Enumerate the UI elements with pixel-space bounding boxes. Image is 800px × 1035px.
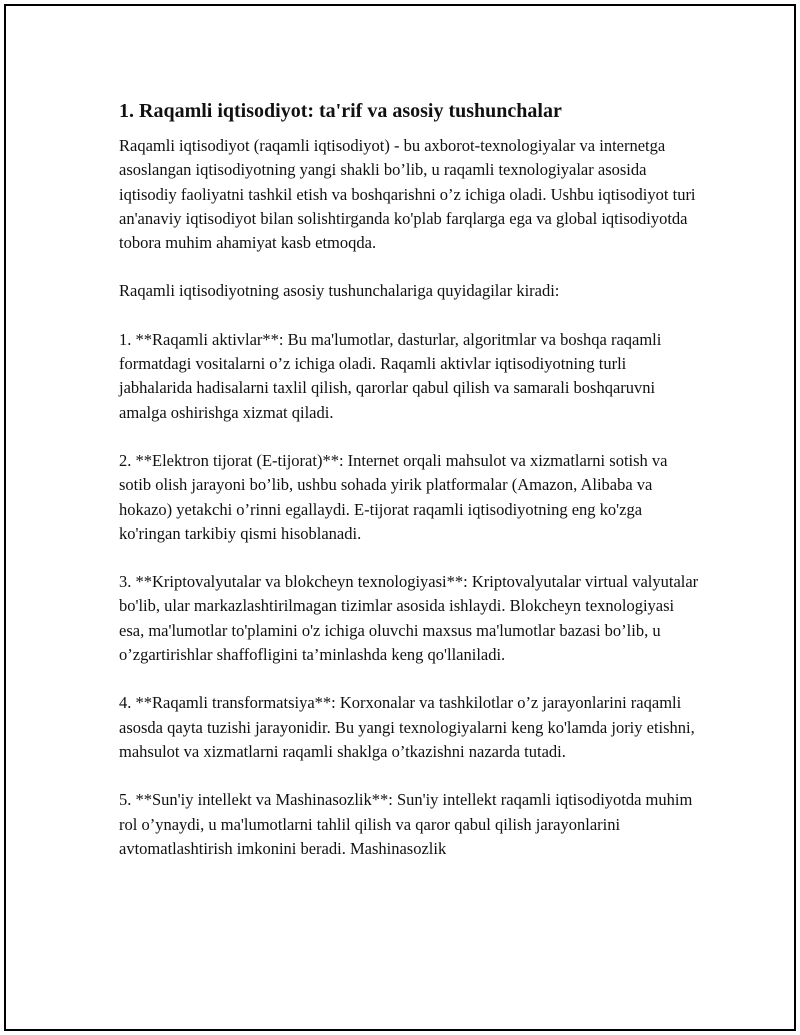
document-body (119, 98, 699, 885)
paragraph-item-1: 1. **Raqamli aktivlar**: Bu ma'lumotlar, dasturlar, algoritmlar va boshqa raqamli formatdagi vositalarni o’z ichiga oladi. Raqamli aktivlar iqtisodiyotning turli jabhalarida hadisalarni taxlil qilish, qarorlar qabul qilish va samarali boshqaruvni amalga oshirishga xizmat qiladi. (119, 329, 662, 422)
paragraph-item-5: 5. **Sun'iy intellekt va Mashinasozlik**: Sun'iy intellekt raqamli iqtisodiyotda muhim rol o’ynaydi, u ma'lumotlarni tahlil qilish va qaror qabul qilish jarayonlarini avtomatlashtirish imkonini beradi. Mashinasozlik (119, 790, 693, 858)
paragraph-intro: Raqamli iqtisodiyot (raqamli iqtisodiyot) - bu axborot-texnologiyalar va internetga asoslangan iqtisodiyotning yangi shakli bo’lib, u raqamli texnologiyalar asosida iqtisodiy faoliyatni tashkil etish va boshqarishni o’z ichiga oladi. Ushbu iqtisodiyot turi an'anaviy iqtisodiyot bilan solishtirganda ko'plab farqlarga ega va global iqtisodiyotda tobora muhim ahamiyat kasb etmoqda. (119, 136, 696, 253)
paragraph-list-intro: Raqamli iqtisodiyotning asosiy tushunchalariga quyidagilar kiradi: (119, 281, 560, 301)
paragraph-item-2: 2. **Elektron tijorat (E-tijorat)**: Internet orqali mahsulot va xizmatlarni sotish va sotib olish jarayoni bo’lib, ushbu sohada yirik platformalar (Amazon, Alibaba va hokazo) yetakchi o’rinni egallaydi. E-tijorat raqamli iqtisodiyotning eng ko'zga ko'ringan tarkibiy qismi hisoblanadi. (119, 450, 668, 543)
document-page (4, 4, 796, 1031)
paragraph-item-3: 3. **Kriptovalyutalar va blokcheyn texnologiyasi**: Kriptovalyutalar virtual valyutalar bo'lib, ular markazlashtirilmagan tizimlar asosida ishlaydi. Blokcheyn texnologiyasi esa, ma'lumotlar to'plamini o'z ichiga oluvchi maxsus ma'lumotlar bazasi bo’lib, u o’zgartirishlar shaffofligini ta’minlashda keng qo'llaniladi. (119, 572, 699, 665)
paragraph-item-4: 4. **Raqamli transformatsiya**: Korxonalar va tashkilotlar o’z jarayonlarini raqamli asosda qayta tuzishi jarayonidir. Bu yangi texnologiyalarni keng ko'lamda joriy etishni, mahsulot va xizmatlarni raqamli shaklga o’tkazishni nazarda tutadi. (119, 693, 695, 761)
section-heading: 1. Raqamli iqtisodiyot: ta'rif va asosiy tushunchalar (119, 100, 562, 122)
